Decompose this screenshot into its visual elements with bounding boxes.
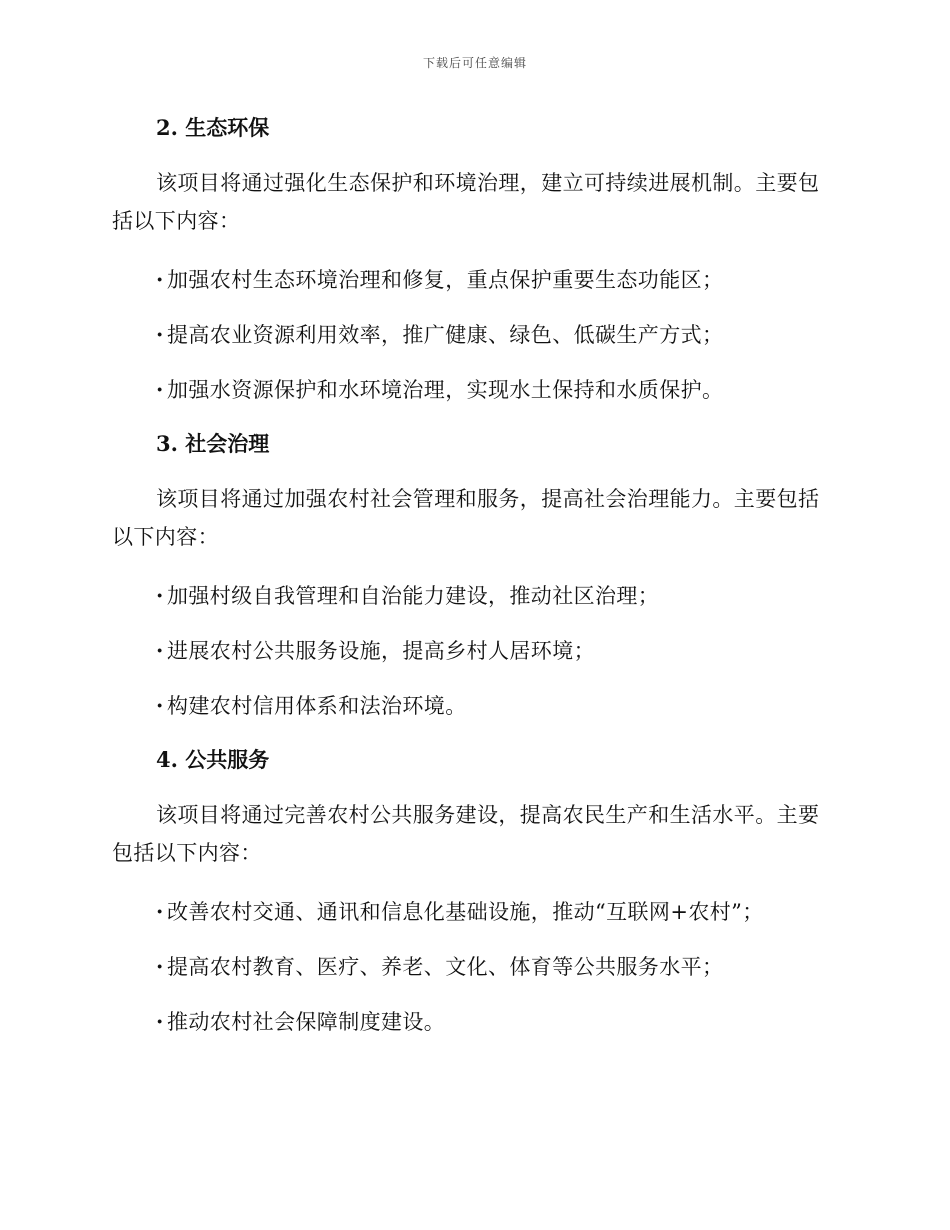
list-item — [156, 582, 836, 610]
section-intro-text: 该项目将通过加强农村社会管理和服务，提高社会治理能力。主要包括以下内容： — [112, 487, 820, 549]
list-item-text: 推动农村社会保障制度建设。 — [167, 1010, 446, 1034]
bullet-marker: · — [156, 583, 164, 608]
list-item-text: 改善农村交通、通讯和信息化基础设施，推动“互联网+农村”； — [167, 900, 764, 924]
list-item-text: 加强农村生态环境治理和修复，重点保护重要生态功能区； — [167, 268, 724, 292]
list-item — [156, 637, 836, 665]
list-item-text: 提高农村教育、医疗、养老、文化、体育等公共服务水平； — [167, 955, 724, 979]
page-header: 下载后可任意编辑 — [422, 56, 527, 70]
list-item-text: 进展农村公共服务设施，提高乡村人居环境； — [167, 639, 595, 663]
bullet-marker: · — [156, 322, 164, 347]
bullet-marker: · — [156, 1009, 164, 1034]
bullet-marker: · — [156, 377, 164, 402]
section-intro-text: 该项目将通过强化生态保护和环境治理，建立可持续进展机制。主要包括以下内容： — [112, 171, 820, 233]
list-item-text: 构建农村信用体系和法治环境。 — [167, 694, 467, 718]
bullet-marker: · — [156, 954, 164, 979]
section-heading-3: 3. 社会治理 — [156, 431, 270, 456]
section-intro-4 — [112, 796, 832, 872]
bullet-marker: · — [156, 638, 164, 663]
list-item — [156, 692, 836, 720]
bullet-marker: · — [156, 267, 164, 292]
bullet-marker: · — [156, 693, 164, 718]
list-item — [156, 376, 836, 404]
list-item — [156, 266, 836, 294]
section-heading-2: 2. 生态环保 — [156, 115, 270, 140]
list-item-text: 加强水资源保护和水环境治理，实现水土保持和水质保护。 — [167, 378, 724, 402]
list-item-text: 加强村级自我管理和自治能力建设，推动社区治理； — [167, 584, 660, 608]
section-intro-2 — [112, 164, 832, 240]
list-item — [156, 1008, 836, 1036]
list-item — [156, 321, 836, 349]
list-item — [156, 898, 836, 926]
section-heading-4: 4. 公共服务 — [156, 747, 270, 772]
list-item-text: 提高农业资源利用效率，推广健康、绿色、低碳生产方式； — [167, 323, 724, 347]
section-intro-3 — [112, 480, 832, 556]
bullet-marker: · — [156, 899, 164, 924]
section-intro-text: 该项目将通过完善农村公共服务建设，提高农民生产和生活水平。主要包括以下内容： — [112, 803, 820, 865]
list-item — [156, 953, 836, 981]
